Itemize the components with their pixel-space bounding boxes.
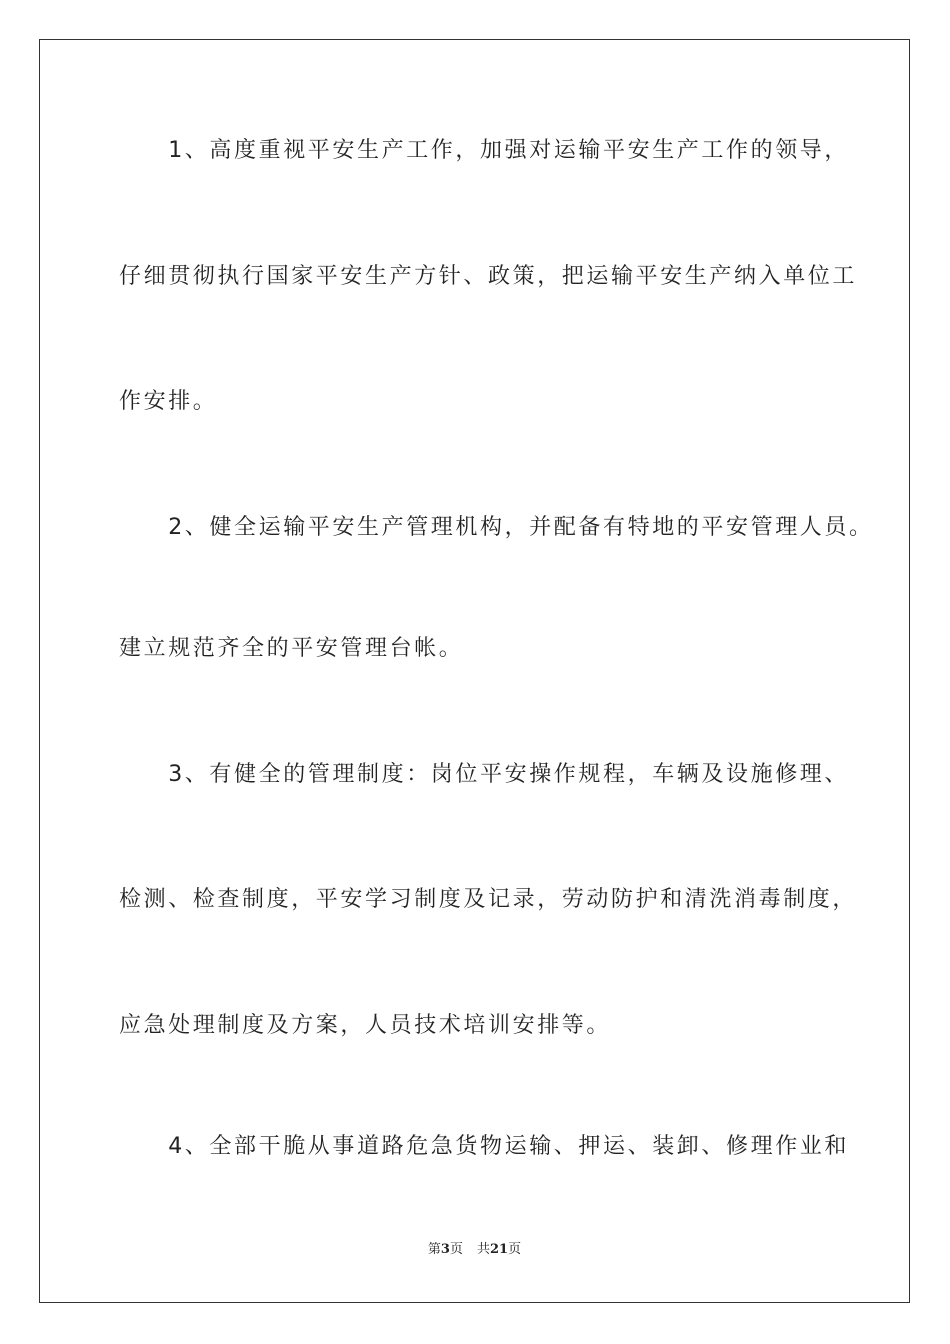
text-line-4: 2、健全运输平安生产管理机构，并配备有特地的平安管理人员。: [119, 515, 874, 540]
text-line-3: 作安排。: [119, 389, 218, 414]
total-pages: 21: [489, 1242, 509, 1257]
text-line-1: 1、高度重视平安生产工作，加强对运输平安生产工作的领导，: [119, 138, 849, 163]
text-line-5: 建立规范齐全的平安管理台帐。: [119, 636, 464, 661]
page-number: 3: [440, 1242, 450, 1257]
text-line-6: 3、有健全的管理制度：岗位平安操作规程，车辆及设施修理、: [119, 762, 849, 787]
text-line-8: 应急处理制度及方案，人员技术培训安排等。: [119, 1013, 612, 1038]
page-prefix: 第: [427, 1242, 441, 1257]
text-line-9: 4、全部干脆从事道路危急货物运输、押运、装卸、修理作业和: [119, 1134, 849, 1159]
document-page: [39, 39, 910, 1303]
text-line-2: 仔细贯彻执行国家平安生产方针、政策，把运输平安生产纳入单位工: [119, 264, 858, 289]
page-suffix: 页: [449, 1242, 463, 1257]
total-prefix: 共: [476, 1242, 490, 1257]
text-line-7: 检测、检查制度，平安学习制度及记录，劳动防护和清洗消毒制度，: [119, 887, 858, 912]
total-suffix: 页: [508, 1242, 522, 1257]
page-footer: [40, 1238, 909, 1257]
